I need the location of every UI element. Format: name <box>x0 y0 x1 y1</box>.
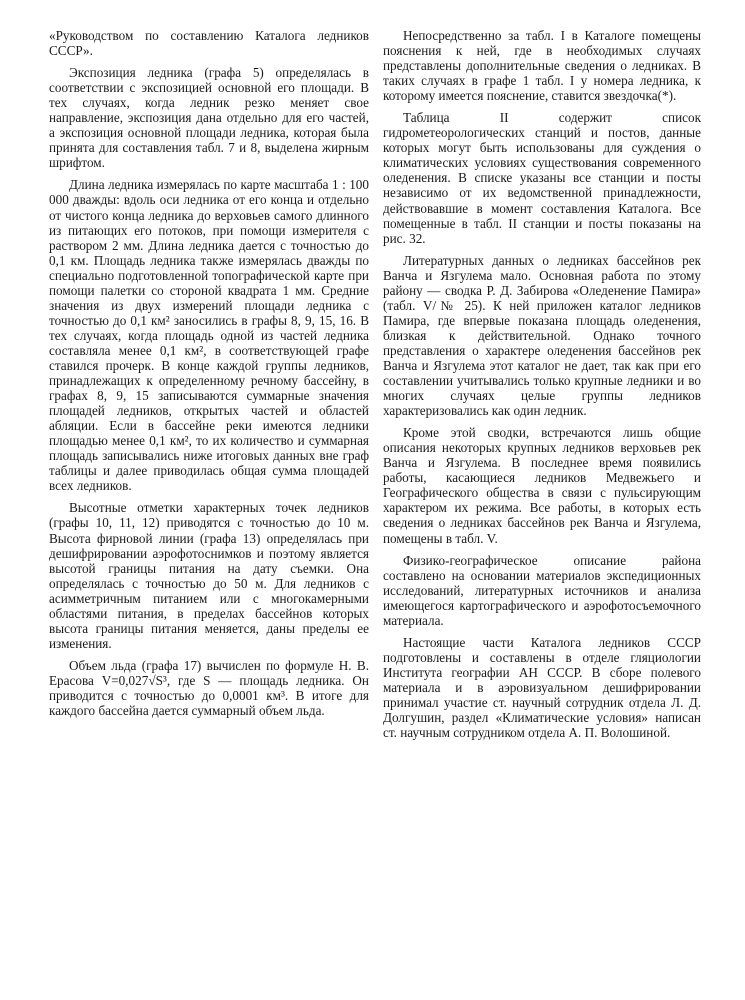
paragraph: Настоящие части Каталога ледников СССР подготовлены и составлены в отделе гляциологии Института географии АН СССР. В сборе полевого материала и в аэровизуальном дешифрировании принимал участие ст. научный сотрудник отдела Л. Д. Долгушин, раздел «Климатические условия» написан ст. научным сотрудником отдела А. П. Волошиной. <box>383 634 701 741</box>
paragraph: Таблица II содержит список гидрометеорологических станций и постов, данные которых могут быть использованы для суждения о климатических условиях существования современного оледенения. В списке указаны все станции и посты независимо от их ведомственной принадлежности, действовавшие в момент составления Каталога. Все помещенные в табл. II станции и посты показаны на рис. 32. <box>383 110 701 246</box>
paragraph: Непосредственно за табл. I в Каталоге помещены пояснения к ней, где в необходимых случаях представлены дополнительные сведения о ледниках. В таких случаях в графе 1 табл. I у номера ледника, к которому имеется пояснение, ставится звездочка(*). <box>383 28 701 104</box>
paragraph: Объем льда (графа 17) вычислен по формуле Н. В. Ерасова V=0,027√S³, где S — площадь ледника. Он приводится с точностью до 0,0001 км³. В итоге для каждого бассейна дается суммарный объем льда. <box>49 657 369 719</box>
right-text-column <box>383 28 701 747</box>
paragraph: Экспозиция ледника (графа 5) определялась в соответствии с экспозицией основной его площади. В тех случаях, когда ледник резко меняет свое направление, экспозиция дана отдельно для его частей, а экспозиция основной площади ледника, которая была принята для составления табл. 7 и 8, выделена жирным шрифтом. <box>49 65 369 171</box>
paragraph: Длина ледника измерялась по карте масштаба 1 : 100 000 дважды: вдоль оси ледника от его конца и отдельно от чистого конца ледника до верховьев самого длинного из питающих его потоков, при помощи измерителя с раствором 2 мм. Длина ледника дается с точностью до 0,1 км. Площадь ледника также измерялась дважды по специально подготовленной топографической карте при помощи палетки со стороной квадрата 1 мм. Средние значения из двух измерений площади ледника с точностью до 0,1 км² заносились в графы 8, 9, 15, 16. В тех случаях, когда площадь одной из частей ледника составляла менее 0,1 км², в соответствующей графе ставился прочерк. В конце каждой группы ледников, принадлежащих к определенному речному бассейну, в графах 8, 9, 15 записываются суммарные значения площадей ледников, открытых частей и областей абляции. Если в бассейне реки имеются ледники площадью менее 0,1 км², то их количество и суммарная площадь записывались ниже итоговых данных вне граф таблицы и далее приводилась общая сумма площадей всех ледников. <box>49 177 369 494</box>
paragraph: Физико-географическое описание района составлено на основании материалов экспедиционных исследований, литературных источников и анализа имеющегося картографического и аэрофотосъемочного материала. <box>383 552 701 628</box>
paragraph: Литературных данных о ледниках бассейнов рек Ванча и Язгулема мало. Основная работа по этому району — сводка Р. Д. Забирова «Оледенение Памира» (табл. V/№ 25). К ней приложен каталог ледников Памира, где впервые показана площадь оледенения, близкая к действительной. Однако точного представления о характере оледенения бассейнов рек Ванча и Язгулема этот каталог не дает, так как при его составлении учитывались только крупные ледники и во многих случаях целые группы ледников характеризовались как один ледник. <box>383 252 701 419</box>
paragraph: Высотные отметки характерных точек ледников (графы 10, 11, 12) приводятся с точностью до 10 м. Высота фирновой линии (графа 13) определялась при дешифрировании аэрофотоснимков и поэтому является высотой границы питания на дату съемки. Она определялась с точностью до 50 м. Для ледников с асимметричным питанием или с многокамерными областями питания, в пределах бассейнов которых высота границы питания меняется, даны пределы ее изменения. <box>49 500 369 651</box>
paragraph: Кроме этой сводки, встречаются лишь общие описания некоторых крупных ледников верховьев рек Ванча и Язгулема. В последнее время появились работы, касающиеся ледников Медвежьего и Географического общества в связи с пульсирующим характером их режима. Все работы, в которых есть сведения о ледниках бассейнов рек Ванча и Язгулема, помещены в табл. V. <box>383 425 701 546</box>
left-text-column <box>49 28 369 725</box>
paragraph: «Руководством по составлению Каталога ледников СССР». <box>49 28 369 59</box>
